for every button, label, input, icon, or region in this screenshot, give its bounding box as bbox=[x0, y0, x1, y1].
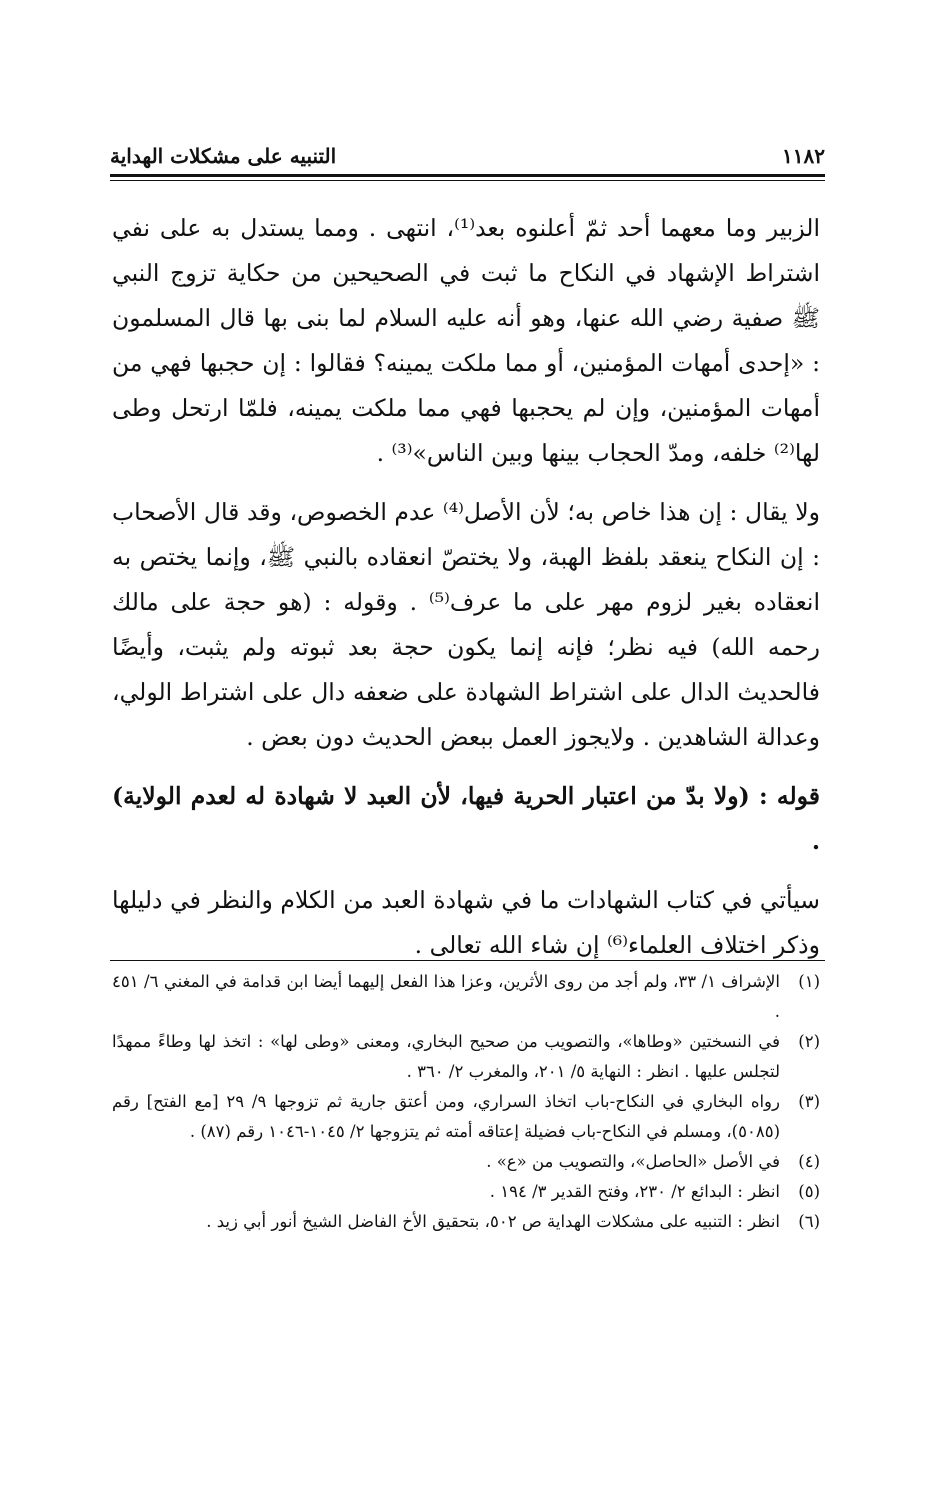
footnote-number: (٢) bbox=[798, 1032, 820, 1051]
paragraph-1: الزبير وما معهما أحد ثمّ أعلنوه بعد⁽¹⁾، انتهى . ومما يستدل به على نفي اشتراط الإشهاد في النكاح ما ثبت في الصحيحين من حكاية تزوج النبي ﷺ صفية رضي الله عنها، وهو أنه عليه السلام لما بنى بها قال المسلمون : «إحدى أمهات المؤمنين، أو مما ملكت يمينه؟ فقالوا : إن حجبها فهي من أمهات المؤمنين، وإن لم يحجبها فهي مما ملكت يمينه، فلمّا ارتحل وطى لها⁽²⁾ خلفه، ومدّ الحجاب بينها وبين الناس»⁽³⁾ . bbox=[112, 214, 820, 467]
footnote bbox=[112, 1207, 820, 1237]
footnote bbox=[112, 1147, 820, 1177]
page-number: ١١٨٢ bbox=[782, 144, 825, 168]
header-rule-thin bbox=[110, 180, 825, 181]
running-title: التنبيه على مشكلات الهداية bbox=[110, 144, 337, 168]
footnote-text: رواه البخاري في النكاح-باب اتخاذ السراري، ومن أعتق جارية ثم تزوجها ٩/ ٢٩ [مع الفتح] رقم (٥٠٨٥)، ومسلم في النكاح-باب فضيلة إعتاقه أمته ثم يتزوجها ٢/ ١٠٤٥-١٠٤٦ رقم (٨٧) . bbox=[112, 1092, 780, 1141]
footnote-text: الإشراف ١/ ٣٣، ولم أجد من روى الأثرين، وعزا هذا الفعل إليهما أيضا ابن قدامة في المغني ٦/ ٤٥١ . bbox=[112, 972, 781, 1021]
footnote-text: انظر : التنبيه على مشكلات الهداية ص ٥٠٢، بتحقيق الأخ الفاضل الشيخ أنور أبي زيد . bbox=[206, 1212, 780, 1231]
header-rule-thick bbox=[110, 174, 825, 177]
footnote-text: في الأصل «الحاصل»، والتصويب من «ع» . bbox=[486, 1152, 780, 1171]
footnote-number: (٥) bbox=[798, 1182, 820, 1201]
footnote-number: (٣) bbox=[798, 1092, 820, 1111]
footnote-number: (٦) bbox=[798, 1212, 820, 1231]
footnote bbox=[112, 967, 820, 1027]
paragraph-2: ولا يقال : إن هذا خاص به؛ لأن الأصل⁽⁴⁾ عدم الخصوص، وقد قال الأصحاب : إن النكاح ينعقد بلفظ الهبة، ولا يختصّ انعقاده بالنبي ﷺ، وإنما يختص به انعقاده بغير لزوم مهر على ما عرف⁽⁵⁾ . وقوله : (هو حجة على مالك رحمه الله) فيه نظر؛ فإنه إنما يكون حجة بعد ثبوته ولم يثبت، وأيضًا فالحديث الدال على اشتراط الشهادة على ضعفه دال على اشتراط الولي، وعدالة الشاهدين . ولايجوز العمل ببعض الحديث دون بعض . bbox=[112, 498, 821, 751]
footnotes bbox=[112, 967, 820, 1237]
footnote-number: (٤) bbox=[798, 1152, 820, 1171]
main-text bbox=[112, 206, 820, 968]
footnote-number: (١) bbox=[798, 972, 820, 991]
footnote-text: في النسختين «وطاها»، والتصويب من صحيح البخاري، ومعنى «وطى لها» : اتخذ لها وطاءً ممهدًا لتجلس عليها . انظر : النهاية ٥/ ٢٠١، والمغرب ٢/ ٣٦٠ . bbox=[112, 1032, 780, 1081]
paragraph-3-quote: قوله : (ولا بدّ من اعتبار الحرية فيها، لأن العبد لا شهادة له لعدم الولاية) . bbox=[112, 782, 820, 855]
page-header bbox=[110, 128, 825, 168]
footnote bbox=[112, 1027, 820, 1087]
footnote bbox=[112, 1177, 820, 1207]
footnote-rule bbox=[110, 960, 825, 961]
paragraph-4: سيأتي في كتاب الشهادات ما في شهادة العبد من الكلام والنظر في دليلها وذكر اختلاف العلماء⁽⁶⁾ إن شاء الله تعالى . bbox=[112, 886, 820, 959]
footnote bbox=[112, 1087, 820, 1147]
footnote-text: انظر : البدائع ٢/ ٢٣٠، وفتح القدير ٣/ ١٩٤ . bbox=[489, 1182, 780, 1201]
